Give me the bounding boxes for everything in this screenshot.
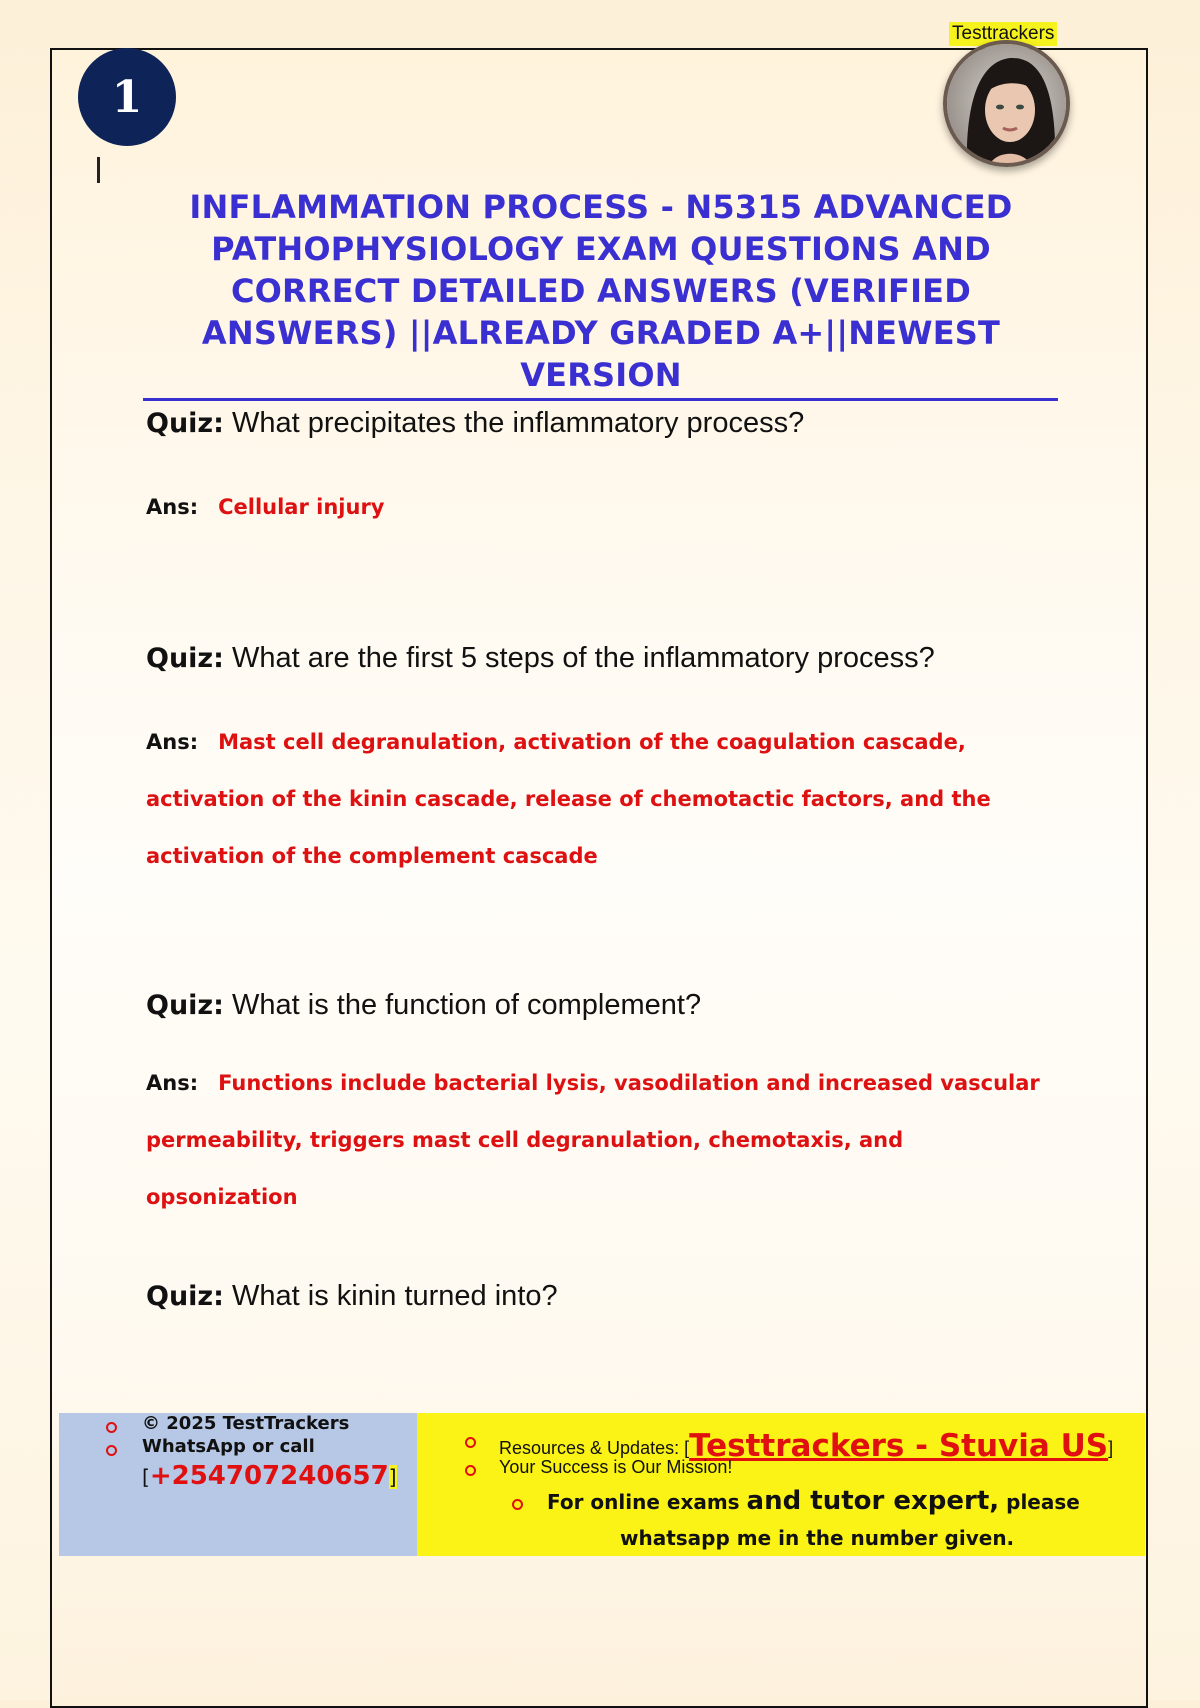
answer-text: Functions include bacterial lysis, vasodilation and increased vascular permeability, triggers mast cell degranulation, chemotaxis, and opsonization [146,1071,1040,1209]
question-text: What are the first 5 steps of the inflammatory process? [232,642,935,674]
tutor-line-4: whatsapp me in the number given. [620,1526,1015,1550]
text-cursor [97,157,100,183]
question-text: What is the function of complement? [232,989,702,1021]
circle-bullet-icon [465,1437,476,1448]
qa-item-2 [146,640,1046,885]
brand-tag: Testtrackers [949,22,1057,46]
bracket-close: ] [388,1465,397,1489]
resources-label: Resources & Updates: [ [499,1438,690,1458]
stuvia-link[interactable]: Testtrackers - Stuvia US [689,1428,1109,1464]
tutor-line-1: For online exams [547,1490,740,1514]
resources-close: ] [1108,1438,1114,1458]
quiz-label: Quiz: [146,408,224,439]
whatsapp-label: WhatsApp or call [142,1436,315,1457]
tutor-line-3: please [1006,1490,1080,1514]
quiz-label: Quiz: [146,643,224,674]
question [146,987,1046,1024]
answer-text: Mast cell degranulation, activation of the coagulation cascade, activation of the kinin cascade, release of chemotactic factors, and the activation of the complement cascade [146,730,991,868]
document-title: INFLAMMATION PROCESS - N5315 ADVANCED PATHOPHYSIOLOGY EXAM QUESTIONS AND CORRECT DETAILED ANSWERS (VERIFIED ANSWERS) ||ALREADY GRADED A+||NEWEST VERSION [189,188,1013,394]
ans-label: Ans: [146,730,199,754]
phone-number[interactable] [142,1461,397,1491]
question [146,405,1046,442]
quiz-label: Quiz: [146,1281,224,1312]
quiz-label: Quiz: [146,990,224,1021]
answer [146,714,1046,885]
qa-item-3 [146,987,1046,1226]
author-avatar [943,40,1070,167]
ans-label: Ans: [146,1071,199,1095]
circle-bullet-icon [465,1465,476,1476]
bracket-open: [ [142,1465,150,1489]
mission-text: Your Success is Our Mission! [499,1457,733,1477]
circle-bullet-icon [106,1445,117,1456]
title-underline [143,398,1058,401]
question-text: What precipitates the inflammatory process? [232,407,805,439]
page-number-badge [78,48,176,146]
ans-label: Ans: [146,495,199,519]
circle-bullet-icon [106,1422,117,1433]
question [146,640,1046,677]
question [146,1278,1046,1315]
tutor-line-2: and tutor expert, [746,1486,1000,1516]
copyright-text: © 2025 TestTrackers [142,1413,350,1434]
tutor-promo [547,1483,1187,1520]
answer [146,479,1046,536]
answer [146,1055,1046,1226]
qa-item-4 [146,1278,1046,1315]
circle-bullet-icon [512,1499,523,1510]
page-number: 1 [111,71,143,123]
answer-text: Cellular injury [218,495,385,519]
qa-item-1 [146,405,1046,536]
question-text: What is kinin turned into? [232,1280,558,1312]
phone-value: +254707240657 [149,1461,389,1491]
